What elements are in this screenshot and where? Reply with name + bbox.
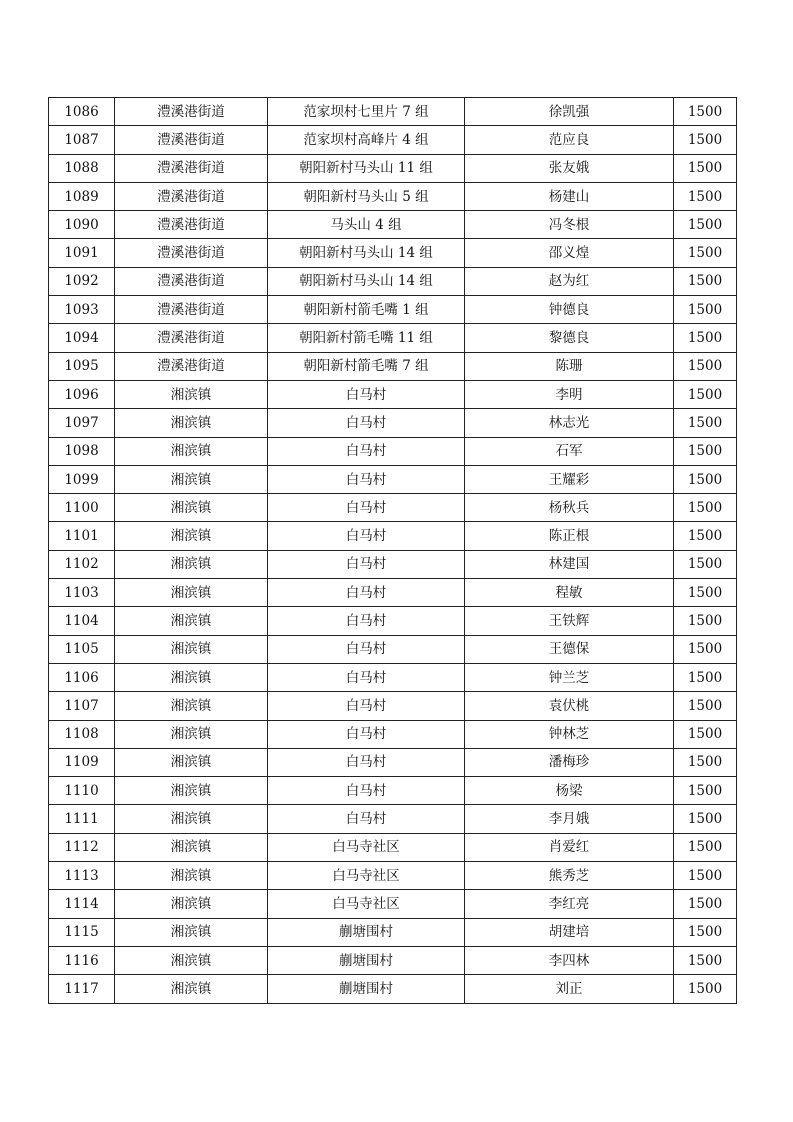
cell-village: 马头山 4 组 <box>268 211 465 239</box>
document-page <box>48 97 737 1004</box>
cell-name: 徐凯强 <box>465 98 674 126</box>
cell-serial-number: 1095 <box>49 352 115 380</box>
cell-town: 澧溪港街道 <box>115 239 268 267</box>
cell-town: 湘滨镇 <box>115 437 268 465</box>
cell-name: 杨秋兵 <box>465 494 674 522</box>
table-row <box>49 494 737 522</box>
cell-name: 冯冬根 <box>465 211 674 239</box>
cell-name: 钟德良 <box>465 296 674 324</box>
table-row <box>49 352 737 380</box>
cell-village: 范家坝村高峰片 4 组 <box>268 126 465 154</box>
cell-village: 白马寺社区 <box>268 833 465 861</box>
cell-serial-number: 1103 <box>49 579 115 607</box>
table-row <box>49 182 737 210</box>
cell-village: 白马村 <box>268 579 465 607</box>
table-row <box>49 918 737 946</box>
table-row <box>49 833 737 861</box>
cell-amount: 1500 <box>674 380 737 408</box>
cell-serial-number: 1102 <box>49 550 115 578</box>
table-row <box>49 380 737 408</box>
cell-serial-number: 1089 <box>49 182 115 210</box>
cell-name: 李四林 <box>465 946 674 974</box>
cell-village: 白马村 <box>268 607 465 635</box>
cell-town: 湘滨镇 <box>115 550 268 578</box>
cell-town: 湘滨镇 <box>115 805 268 833</box>
cell-amount: 1500 <box>674 635 737 663</box>
table-row <box>49 862 737 890</box>
cell-name: 杨梁 <box>465 777 674 805</box>
cell-amount: 1500 <box>674 352 737 380</box>
cell-name: 李红亮 <box>465 890 674 918</box>
cell-serial-number: 1115 <box>49 918 115 946</box>
cell-serial-number: 1093 <box>49 296 115 324</box>
cell-name: 范应良 <box>465 126 674 154</box>
cell-village: 白马村 <box>268 437 465 465</box>
cell-amount: 1500 <box>674 692 737 720</box>
cell-town: 湘滨镇 <box>115 635 268 663</box>
table-row <box>49 211 737 239</box>
cell-town: 湘滨镇 <box>115 777 268 805</box>
cell-serial-number: 1110 <box>49 777 115 805</box>
cell-town: 湘滨镇 <box>115 465 268 493</box>
cell-village: 白马村 <box>268 522 465 550</box>
cell-amount: 1500 <box>674 862 737 890</box>
cell-amount: 1500 <box>674 437 737 465</box>
table-row <box>49 777 737 805</box>
cell-amount: 1500 <box>674 946 737 974</box>
cell-amount: 1500 <box>674 890 737 918</box>
table-row <box>49 126 737 154</box>
cell-amount: 1500 <box>674 211 737 239</box>
cell-name: 钟兰芝 <box>465 663 674 691</box>
cell-serial-number: 1086 <box>49 98 115 126</box>
cell-name: 杨建山 <box>465 182 674 210</box>
cell-village: 白马村 <box>268 692 465 720</box>
cell-town: 湘滨镇 <box>115 748 268 776</box>
cell-serial-number: 1096 <box>49 380 115 408</box>
table-row <box>49 296 737 324</box>
cell-village: 白马村 <box>268 748 465 776</box>
cell-amount: 1500 <box>674 918 737 946</box>
cell-name: 王德保 <box>465 635 674 663</box>
cell-amount: 1500 <box>674 409 737 437</box>
cell-serial-number: 1092 <box>49 267 115 295</box>
cell-village: 白马村 <box>268 380 465 408</box>
cell-village: 白马村 <box>268 777 465 805</box>
table-row <box>49 805 737 833</box>
cell-village: 蒯塘围村 <box>268 918 465 946</box>
cell-serial-number: 1112 <box>49 833 115 861</box>
cell-amount: 1500 <box>674 324 737 352</box>
table-row <box>49 522 737 550</box>
table-row <box>49 550 737 578</box>
cell-town: 湘滨镇 <box>115 862 268 890</box>
cell-amount: 1500 <box>674 805 737 833</box>
cell-village: 范家坝村七里片 7 组 <box>268 98 465 126</box>
cell-amount: 1500 <box>674 663 737 691</box>
cell-name: 李明 <box>465 380 674 408</box>
cell-amount: 1500 <box>674 267 737 295</box>
table-row <box>49 239 737 267</box>
cell-name: 潘梅珍 <box>465 748 674 776</box>
cell-serial-number: 1091 <box>49 239 115 267</box>
cell-serial-number: 1106 <box>49 663 115 691</box>
cell-serial-number: 1116 <box>49 946 115 974</box>
cell-name: 李月娥 <box>465 805 674 833</box>
cell-town: 湘滨镇 <box>115 663 268 691</box>
cell-town: 澧溪港街道 <box>115 98 268 126</box>
cell-amount: 1500 <box>674 579 737 607</box>
table-row <box>49 720 737 748</box>
cell-town: 湘滨镇 <box>115 833 268 861</box>
table-row <box>49 267 737 295</box>
table-row <box>49 890 737 918</box>
cell-serial-number: 1094 <box>49 324 115 352</box>
cell-village: 朝阳新村马头山 5 组 <box>268 182 465 210</box>
cell-village: 白马村 <box>268 409 465 437</box>
subsidy-list-table <box>48 97 737 1004</box>
cell-town: 湘滨镇 <box>115 692 268 720</box>
cell-name: 黎德良 <box>465 324 674 352</box>
table-row <box>49 607 737 635</box>
cell-village: 蒯塘围村 <box>268 946 465 974</box>
cell-name: 张友娥 <box>465 154 674 182</box>
cell-village: 蒯塘围村 <box>268 975 465 1003</box>
table-row <box>49 579 737 607</box>
cell-name: 钟林芝 <box>465 720 674 748</box>
cell-amount: 1500 <box>674 182 737 210</box>
table-row <box>49 946 737 974</box>
cell-serial-number: 1101 <box>49 522 115 550</box>
cell-name: 林建国 <box>465 550 674 578</box>
cell-village: 白马村 <box>268 465 465 493</box>
cell-village: 朝阳新村箭毛嘴 1 组 <box>268 296 465 324</box>
cell-serial-number: 1090 <box>49 211 115 239</box>
cell-town: 湘滨镇 <box>115 579 268 607</box>
cell-town: 湘滨镇 <box>115 607 268 635</box>
cell-town: 澧溪港街道 <box>115 211 268 239</box>
table-row <box>49 663 737 691</box>
cell-name: 邵义煌 <box>465 239 674 267</box>
cell-town: 澧溪港街道 <box>115 296 268 324</box>
table-row <box>49 635 737 663</box>
table-row <box>49 324 737 352</box>
cell-serial-number: 1099 <box>49 465 115 493</box>
cell-name: 程敏 <box>465 579 674 607</box>
cell-village: 白马村 <box>268 805 465 833</box>
cell-town: 澧溪港街道 <box>115 267 268 295</box>
cell-amount: 1500 <box>674 522 737 550</box>
cell-serial-number: 1088 <box>49 154 115 182</box>
cell-name: 王耀彩 <box>465 465 674 493</box>
cell-village: 朝阳新村箭毛嘴 11 组 <box>268 324 465 352</box>
cell-name: 石军 <box>465 437 674 465</box>
table-row <box>49 154 737 182</box>
cell-amount: 1500 <box>674 154 737 182</box>
cell-name: 陈珊 <box>465 352 674 380</box>
cell-serial-number: 1087 <box>49 126 115 154</box>
cell-serial-number: 1113 <box>49 862 115 890</box>
cell-village: 朝阳新村箭毛嘴 7 组 <box>268 352 465 380</box>
cell-name: 林志光 <box>465 409 674 437</box>
cell-town: 澧溪港街道 <box>115 324 268 352</box>
cell-amount: 1500 <box>674 296 737 324</box>
cell-town: 澧溪港街道 <box>115 154 268 182</box>
cell-town: 湘滨镇 <box>115 946 268 974</box>
cell-serial-number: 1107 <box>49 692 115 720</box>
cell-village: 白马寺社区 <box>268 862 465 890</box>
table-row <box>49 465 737 493</box>
cell-amount: 1500 <box>674 465 737 493</box>
cell-village: 白马村 <box>268 494 465 522</box>
cell-village: 朝阳新村马头山 14 组 <box>268 267 465 295</box>
cell-serial-number: 1098 <box>49 437 115 465</box>
cell-name: 赵为红 <box>465 267 674 295</box>
cell-serial-number: 1108 <box>49 720 115 748</box>
cell-town: 湘滨镇 <box>115 409 268 437</box>
cell-serial-number: 1105 <box>49 635 115 663</box>
cell-village: 朝阳新村马头山 14 组 <box>268 239 465 267</box>
cell-amount: 1500 <box>674 126 737 154</box>
cell-serial-number: 1104 <box>49 607 115 635</box>
cell-town: 湘滨镇 <box>115 522 268 550</box>
cell-serial-number: 1100 <box>49 494 115 522</box>
cell-amount: 1500 <box>674 239 737 267</box>
cell-amount: 1500 <box>674 975 737 1003</box>
cell-serial-number: 1097 <box>49 409 115 437</box>
cell-name: 刘正 <box>465 975 674 1003</box>
cell-name: 陈正根 <box>465 522 674 550</box>
cell-town: 湘滨镇 <box>115 890 268 918</box>
cell-amount: 1500 <box>674 720 737 748</box>
table-row <box>49 98 737 126</box>
cell-amount: 1500 <box>674 777 737 805</box>
cell-amount: 1500 <box>674 833 737 861</box>
cell-town: 湘滨镇 <box>115 720 268 748</box>
cell-town: 湘滨镇 <box>115 494 268 522</box>
cell-village: 白马村 <box>268 550 465 578</box>
cell-village: 白马村 <box>268 720 465 748</box>
cell-village: 白马村 <box>268 663 465 691</box>
cell-amount: 1500 <box>674 550 737 578</box>
table-row <box>49 409 737 437</box>
cell-name: 胡建培 <box>465 918 674 946</box>
table-row <box>49 692 737 720</box>
cell-name: 熊秀芝 <box>465 862 674 890</box>
cell-serial-number: 1117 <box>49 975 115 1003</box>
cell-amount: 1500 <box>674 748 737 776</box>
cell-amount: 1500 <box>674 98 737 126</box>
table-row <box>49 975 737 1003</box>
cell-town: 澧溪港街道 <box>115 182 268 210</box>
cell-serial-number: 1114 <box>49 890 115 918</box>
cell-name: 王铁辉 <box>465 607 674 635</box>
cell-town: 湘滨镇 <box>115 918 268 946</box>
cell-village: 白马寺社区 <box>268 890 465 918</box>
cell-serial-number: 1111 <box>49 805 115 833</box>
cell-town: 澧溪港街道 <box>115 126 268 154</box>
cell-amount: 1500 <box>674 494 737 522</box>
table-row <box>49 748 737 776</box>
cell-town: 湘滨镇 <box>115 975 268 1003</box>
table-body <box>49 98 737 1004</box>
cell-name: 袁伏桃 <box>465 692 674 720</box>
table-row <box>49 437 737 465</box>
cell-town: 澧溪港街道 <box>115 352 268 380</box>
cell-amount: 1500 <box>674 607 737 635</box>
cell-village: 白马村 <box>268 635 465 663</box>
cell-village: 朝阳新村马头山 11 组 <box>268 154 465 182</box>
cell-name: 肖爱红 <box>465 833 674 861</box>
cell-serial-number: 1109 <box>49 748 115 776</box>
cell-town: 湘滨镇 <box>115 380 268 408</box>
